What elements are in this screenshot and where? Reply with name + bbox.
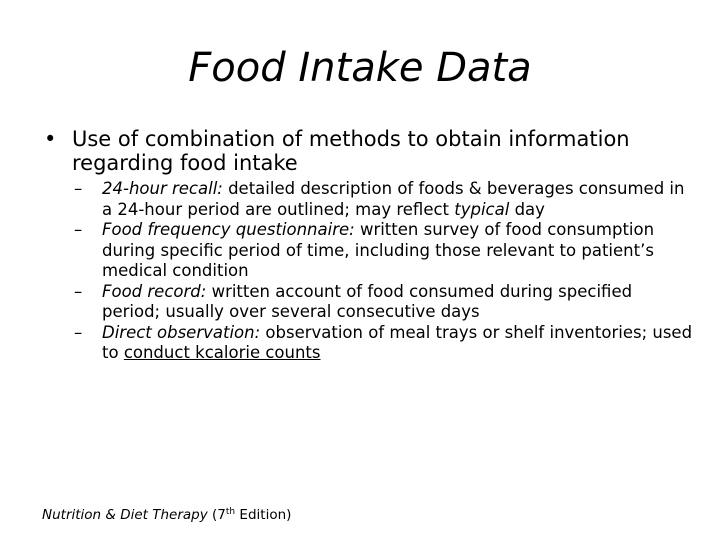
underlined-link-text: conduct kcalorie counts [123,343,321,362]
edition-open: (7 [207,507,226,523]
term-label: Direct observation: [102,322,261,342]
edition-superscript: th [225,507,236,517]
term-description: written survey of food consumption during specific period of time, including those relevant to patient’s medical condition [102,220,655,280]
term-label: Food record: [102,281,207,301]
bullet-text: Use of combination of methods to obtain information regarding food intake [72,127,630,175]
term-description: observation of meal trays or shelf inventories; used to [102,322,693,362]
list-item-food-record [74,282,694,323]
book-title: Nutrition & Diet Therapy [42,507,208,523]
dash-marker: – [74,281,83,301]
method-list [74,179,694,364]
dash-marker: – [74,322,83,342]
list-item-24-hour-recall [74,179,694,220]
edition-close: Edition) [235,507,292,523]
dash-marker: – [74,179,83,198]
emphasis-text: typical [454,199,510,219]
term-description: detailed description of foods & beverages consumed in a 24-hour period are outlined; may reflect [102,179,685,219]
term-description: written account of food consumed during specified period; usually over several consecutive days [102,281,633,321]
list-item-direct-observation [74,323,694,364]
slide-title: Food Intake Data [188,45,532,91]
footer-citation [42,506,291,524]
list-item-food-frequency-questionnaire [74,220,694,282]
bullet-mark: • [44,127,57,151]
term-label: 24-hour recall: [102,179,223,198]
term-label: Food frequency questionnaire: [102,220,355,239]
main-bullet [44,127,684,175]
term-description-tail: day [509,199,545,219]
dash-marker: – [74,220,83,239]
